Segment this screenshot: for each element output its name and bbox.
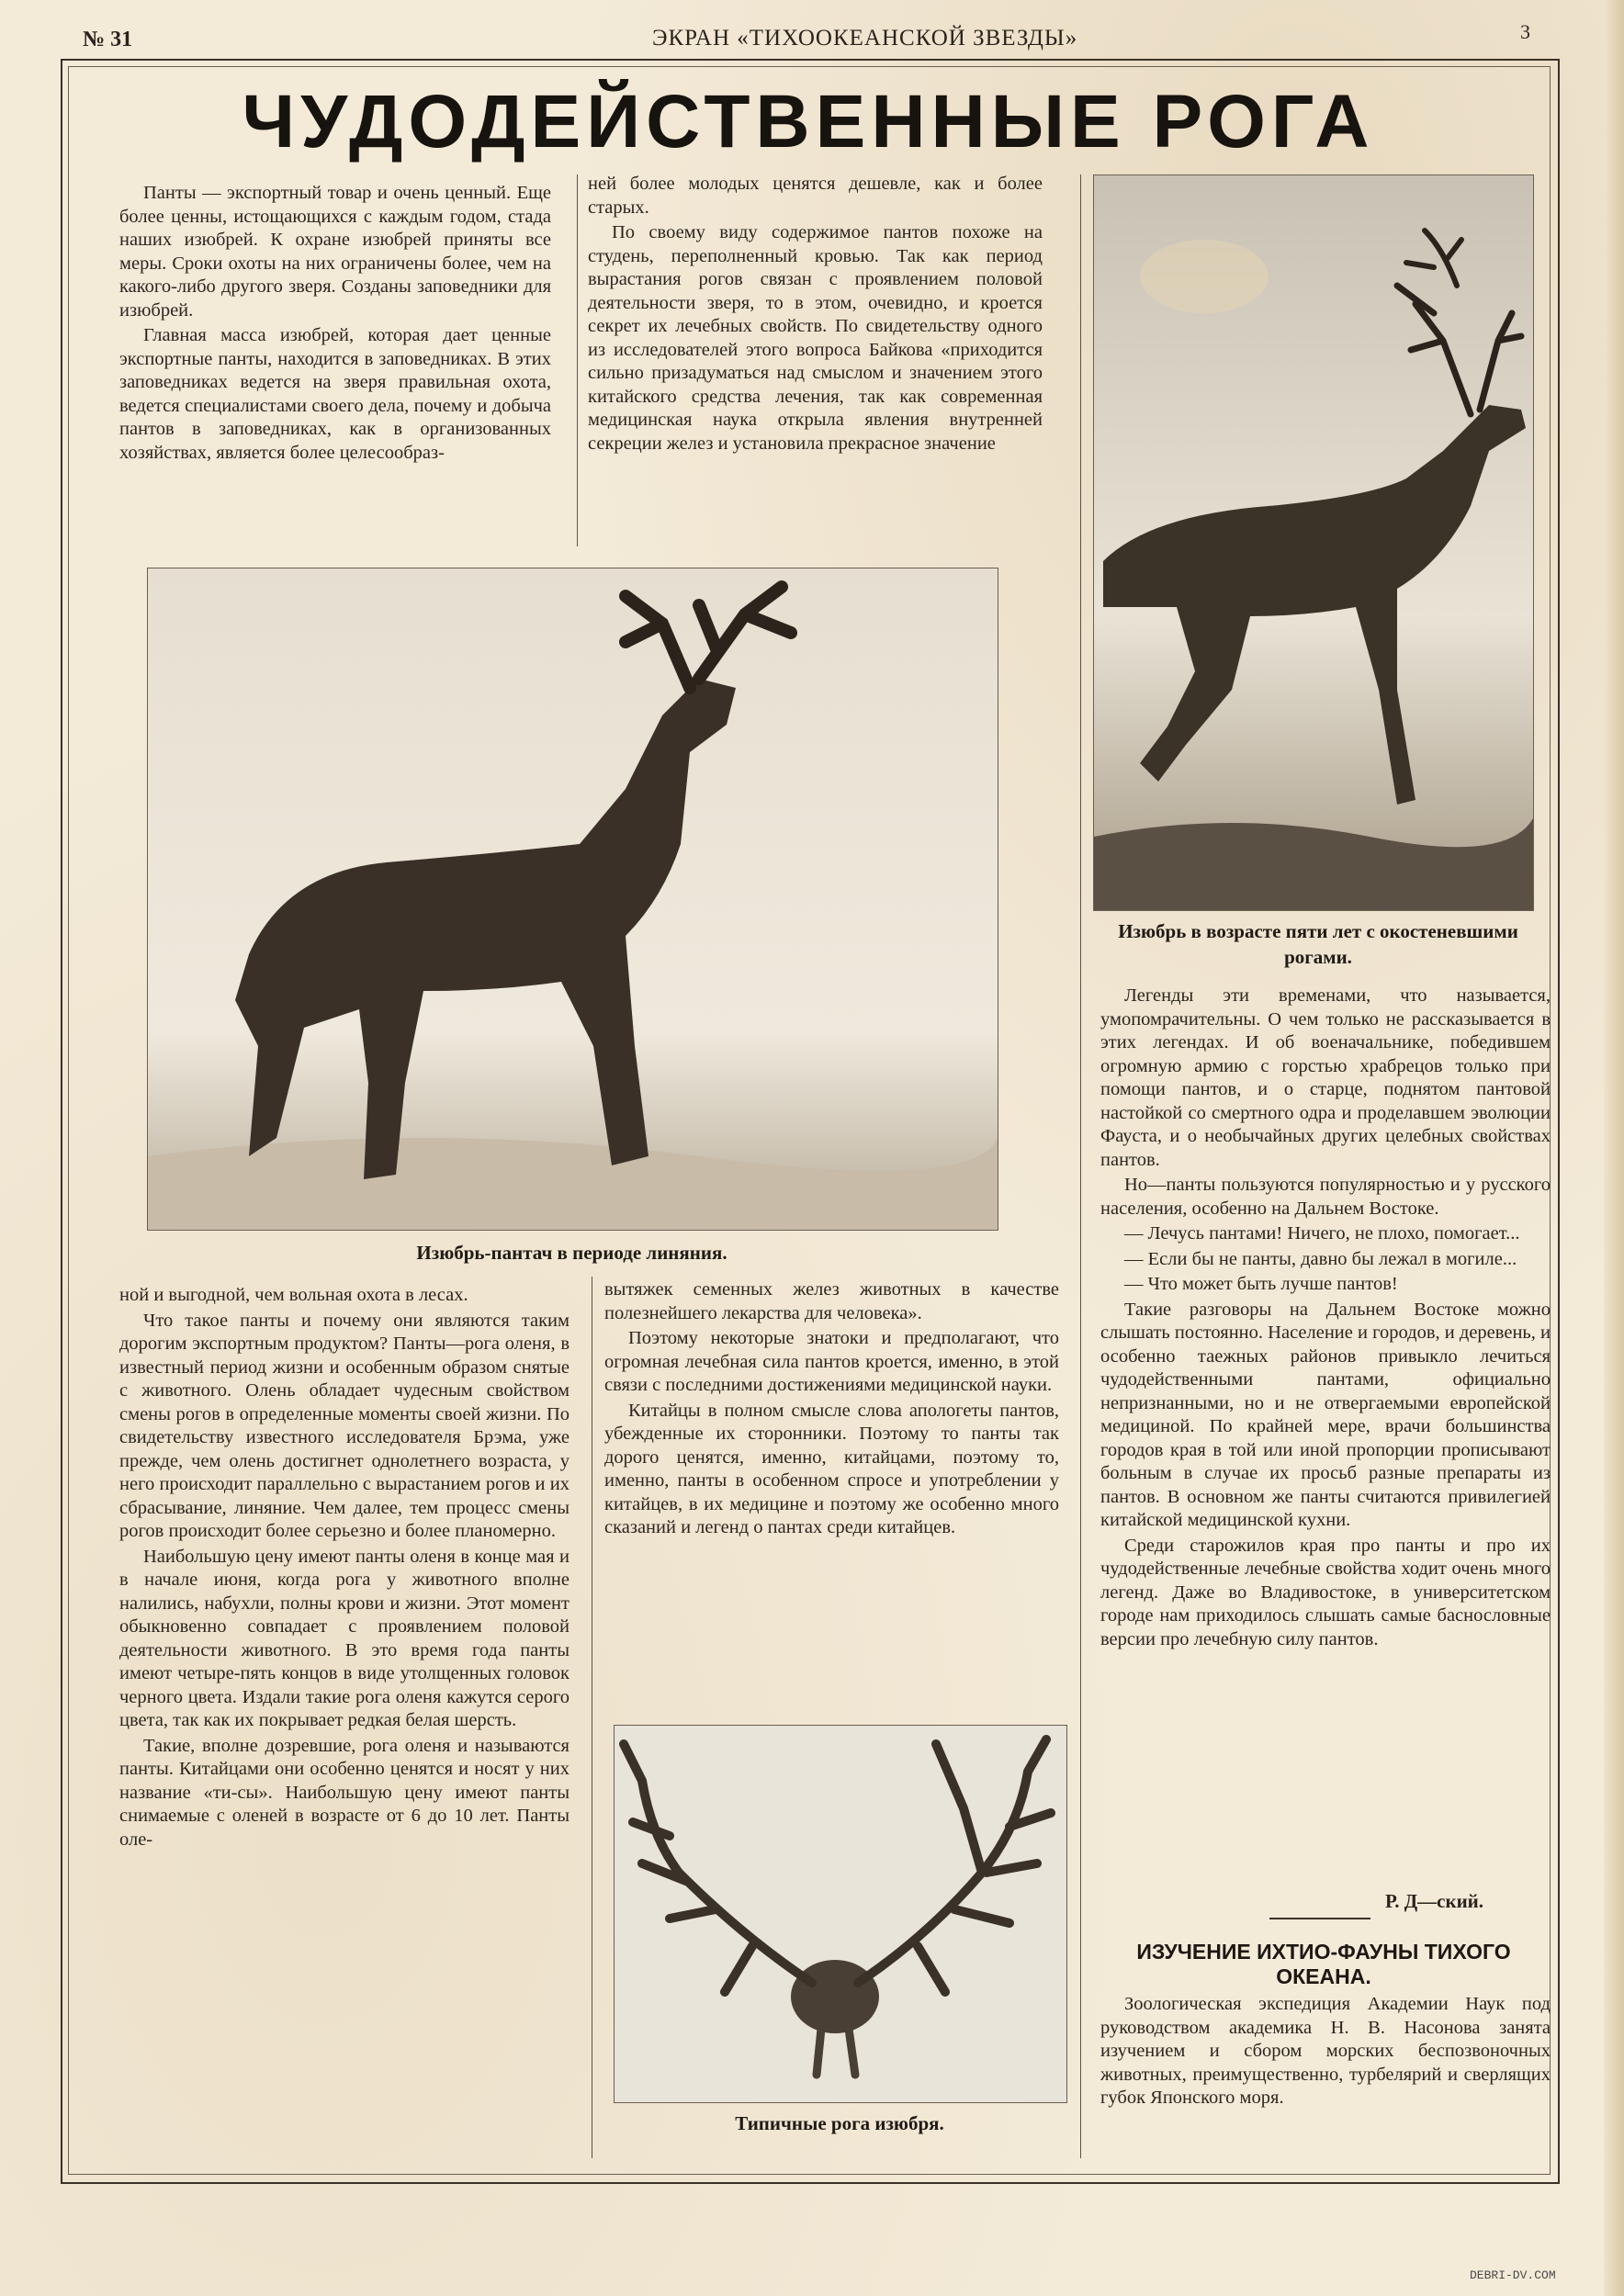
caption-center: Изюбрь-пантач в периоде линяния. xyxy=(416,1242,727,1264)
paragraph: Такие, вполне дозревшие, рога оленя и называются панты. Китайцами они особенно ценятся и носят у них название «ти-сы». Наибольшую цену имеют панты снимаемые с оленей в возрасте от 6 до 10 лет. Панты оле- xyxy=(119,1735,570,1850)
caption-antlers: Типичные рога изюбря. xyxy=(735,2112,944,2134)
photo-antlers xyxy=(614,1725,1067,2103)
paragraph: Панты — экспортный товар и очень ценный. Еще более ценны, истощающихся с каждым годом, стада наших изюбрей. К охране изюбрей приняты все меры. Сроки охоты на них ограничены более, чем на какого-либо другого зверя. Созданы заповедники для изюбрей. xyxy=(119,183,551,321)
paragraph: Но—панты пользуются популярностью и у русского населения, особенно на Дальнем Востоке. xyxy=(1100,1175,1551,1219)
column-1-bottom xyxy=(119,1284,570,2147)
paragraph: Поэтому некоторые знатоки и предполагают, что огромная лечебная сила пантов кроется, именно, в этой связи с последними достижениями медицинской науки. xyxy=(604,1328,1059,1395)
column-3 xyxy=(1100,985,1551,1885)
paragraph: Такие разговоры на Дальнем Востоке можно слышать постоянно. Население и городов, и деревень, и особенно таежных районов привыкло лечиться чудодейственными пантами, официально непризнанными, но и не отвергаемыми европейской медициной. По крайней мере, врачи большинства городов края в той или иной пропорции прописывают больным в случае их просьб разные препараты из пантов. В основном же панты считаются привилегией китайской медицинской кухни. xyxy=(1100,1299,1551,1530)
paragraph: Зоологическая экспедиция Академии Наук под руководством академика Н. В. Насонова занята изучением и сбором морских беспозвоночных животных, преимущественно, турбелярий и сверлящих губок Японского моря. xyxy=(1100,1994,1551,2108)
article-signature: Р. Д—ский. xyxy=(1385,1890,1484,1912)
paragraph: вытяжек семенных желез животных в качестве полезнейшего лекарства для человека». xyxy=(604,1279,1059,1323)
column-divider xyxy=(577,174,578,546)
velvet-stag-illustration xyxy=(148,568,998,1230)
note-body xyxy=(1100,1993,1551,2140)
paragraph: По своему виду содержимое пантов похоже на студень, переполненный кровью. Так как период вырастания рогов связан с проявлением половой деятельности зверя, то в этом, очевидно, и кроется секрет их лечебных свойств. По свидетельству одного из исследователей этого вопроса Байкова «приходится сильно призадуматься над смыслом и значением этого китайского средства лечения, так как современная медицинская наука открыла явления внутренней секреции желез и установила прекрасное значение xyxy=(588,222,1043,454)
column-divider xyxy=(1080,174,1081,2158)
article-headline: ЧУДОДЕЙСТВЕННЫЕ РОГА xyxy=(242,80,1375,163)
photo-velvet-stag xyxy=(147,568,998,1231)
newspaper-title: ЭКРАН «ТИХООКЕАНСКОЙ ЗВЕЗДЫ» xyxy=(652,26,1078,51)
photo-stag-ossified-antlers xyxy=(1093,174,1534,911)
stag-illustration xyxy=(1094,175,1533,910)
watermark: DEBRI-DV.COM xyxy=(1470,2268,1556,2282)
paragraph: — Что может быть лучше пантов! xyxy=(1124,1274,1398,1294)
column-2-bottom xyxy=(604,1278,1059,1708)
paragraph: — Если бы не панты, давно бы лежал в могиле... xyxy=(1124,1248,1517,1269)
paragraph: ной и выгодной, чем вольная охота в лесах. xyxy=(119,1285,468,1305)
paragraph: Что такое панты и почему они являются таким дорогим экспортным продуктом? Панты—рога оленя, в известный период жизни и особенным образом снятые с животного. Олень обладает чудесным свойством смены рогов в определенные моменты своей жизни. По свидетельству известного исследователя Брэма, уже прежде, чем олень достигнет однолетнего возраста, у него происходит параллельно с вырастанием рогов и их сбрасывание, линяние. Чем далее, тем процесс смены рогов происходит более серьезно и более планомерно. xyxy=(119,1310,570,1541)
divider-rule xyxy=(1269,1918,1370,1919)
running-header xyxy=(83,18,1552,64)
page-edge xyxy=(1604,0,1624,2296)
antlers-illustration xyxy=(615,1726,1066,2102)
caption-top-right: Изюбрь в возрасте пяти лет с окостеневшими рогами. xyxy=(1118,920,1518,968)
column-1-top xyxy=(119,182,551,549)
paragraph: — Лечусь пантами! Ничего, не плохо, помогает... xyxy=(1124,1223,1520,1244)
paragraph: Главная масса изюбрей, которая дает ценные экспортные панты, находится в заповедниках. В этих заповедниках ведется на зверя правильная охота, ведется специалистами своего дела, почему и добыча пантов в заповедниках, как в организованных хозяйствах, является более целесообраз- xyxy=(119,325,551,463)
paragraph: Легенды эти временами, что называется, умопомрачительны. О чем только не рассказывается в этих легендах. И об военачальнике, победившем огромную армию с горстью храбрецов только при помощи пантов, и о старце, поднятом пантовой настойкой со смертного одра и проделавшем эволюции Фауста, и о необычайных других целебных свойствах пантов. xyxy=(1100,985,1551,1170)
column-2-top xyxy=(588,173,1043,546)
page-number: 3 xyxy=(1520,20,1530,43)
note-headline: ИЗУЧЕНИЕ ИХТИО-ФАУНЫ ТИХОГО ОКЕАНА. xyxy=(1136,1940,1511,1988)
paragraph: ней более молодых ценятся дешевле, как и более старых. xyxy=(588,174,1043,218)
paragraph: Среди старожилов края про панты и про их чудодейственные лечебные свойства ходит очень много легенд. Даже во Владивостоке, в университетском городе нам приходилось слышать самые баснословные версии про лечебную силу пантов. xyxy=(1100,1535,1551,1649)
issue-number: № 31 xyxy=(83,28,133,51)
paragraph: Китайцы в полном смысле слова апологеты пантов, убежденные их сторонники. Поэтому то панты так дорого ценятся, именно, китайцами, поэтому то, именно, панты в особенном спросе и употреблении у китайцев, в их медицине и поэтому же особенно много сказаний и легенд о пантах среди китайцев. xyxy=(604,1400,1059,1537)
paragraph: Наибольшую цену имеют панты оленя в конце мая и в начале июня, когда рога у животного вполне налились, набухли, полны крови и жизни. Этот момент обыкновенно совпадает с проявлением половой деятельности животного. В это время года панты имеют четыре-пять концов в виде утолщенных головок черного цвета. Издали такие рога оленя кажутся серого цвета, так как их покрывает редкая белая шерсть. xyxy=(119,1546,570,1730)
